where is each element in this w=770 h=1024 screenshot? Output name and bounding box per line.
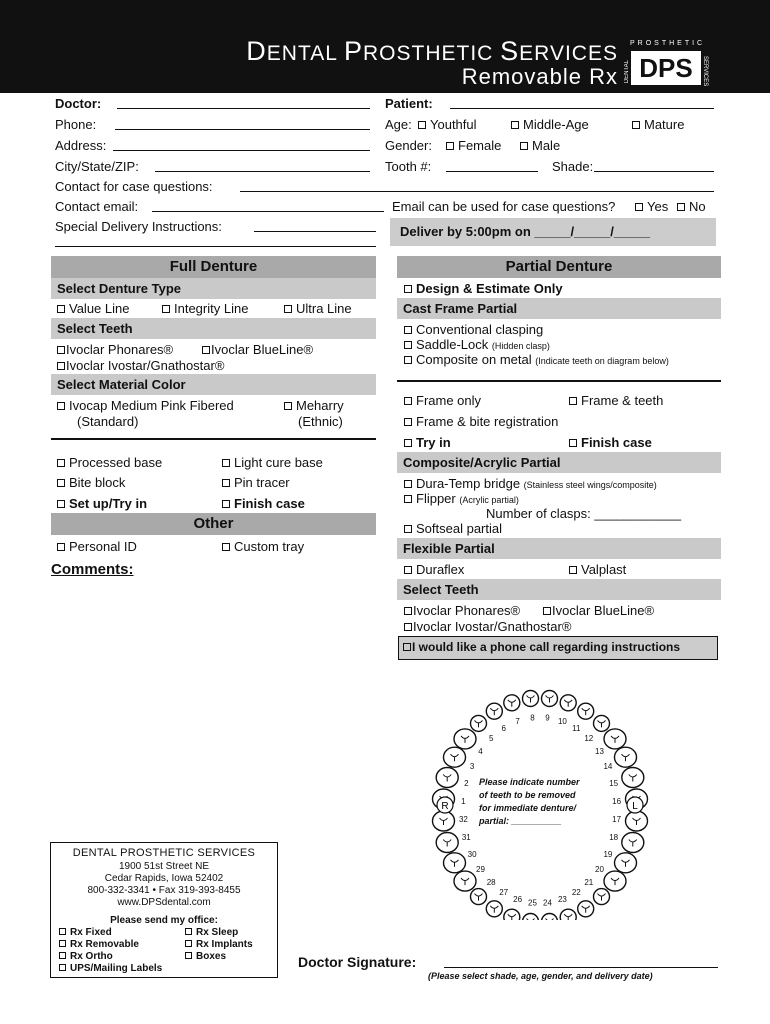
contact-questions-label: Contact for case questions: (55, 179, 213, 194)
email-yes-checkbox[interactable]: Yes (635, 199, 668, 214)
city-field[interactable] (155, 171, 370, 172)
partial-divider (397, 380, 721, 382)
special-delivery-label: Special Delivery Instructions: (55, 219, 222, 234)
partial-denture-heading: Partial Denture (397, 256, 721, 278)
ultra-line-checkbox[interactable]: Ultra Line (284, 301, 352, 316)
right-label: R (441, 801, 449, 812)
company-city: Cedar Rapids, Iowa 52402 (104, 873, 224, 884)
partial-blueline-checkbox[interactable]: Ivoclar BlueLine® (543, 603, 654, 618)
pin-tracer-checkbox[interactable]: Pin tracer (222, 475, 290, 490)
left-label: L (632, 801, 638, 812)
tooth-number-27: 27 (499, 888, 509, 897)
light-cure-checkbox[interactable]: Light cure base (222, 455, 323, 470)
tooth-number-22: 22 (571, 888, 581, 897)
patient-label: Patient: (385, 96, 433, 111)
dura-temp-checkbox[interactable]: Dura-Temp bridge (Stainless steel wings/composite) (404, 476, 657, 491)
custom-tray-checkbox[interactable]: Custom tray (222, 539, 304, 554)
rx-ortho-checkbox[interactable]: Rx Ortho (59, 951, 113, 962)
tooth-24[interactable] (542, 914, 558, 921)
tooth-number-17: 17 (612, 815, 622, 825)
tooth-label: Tooth #: (385, 159, 432, 174)
meharry-ethnic-label: (Ethnic) (298, 414, 343, 429)
tooth-number-18: 18 (609, 833, 619, 842)
composite-acrylic-heading: Composite/Acrylic Partial (397, 452, 721, 473)
company-phone: 800-332-3341 • Fax 319-393-8455 (87, 885, 241, 896)
full-blueline-checkbox[interactable]: Ivoclar BlueLine® (202, 342, 313, 357)
company-name: DENTAL PROSTHETIC SERVICES (72, 847, 256, 859)
company-street: 1900 51st Street NE (118, 861, 210, 872)
clasps-field[interactable]: Number of clasps: ____________ (486, 506, 682, 521)
integrity-line-checkbox[interactable]: Integrity Line (162, 301, 248, 316)
rx-fixed-checkbox[interactable]: Rx Fixed (59, 927, 112, 938)
saddle-lock-checkbox[interactable]: Saddle-Lock (Hidden clasp) (404, 337, 550, 352)
tooth-number-31: 31 (461, 833, 471, 842)
full-denture-heading: Full Denture (51, 256, 376, 278)
tooth-number-30: 30 (467, 849, 477, 859)
tooth-number-9: 9 (545, 713, 550, 723)
rx-sleep-checkbox[interactable]: Rx Sleep (185, 927, 238, 938)
tooth-number-28: 28 (486, 877, 496, 887)
tooth-number-3: 3 (469, 762, 475, 772)
tooth-number-15: 15 (609, 779, 619, 788)
comments-label: Comments: (51, 561, 134, 578)
shade-field[interactable] (594, 171, 714, 172)
tooth-number-26: 26 (513, 895, 523, 904)
tooth-number-7: 7 (515, 717, 520, 726)
doctor-field[interactable] (117, 108, 370, 109)
tooth-number-20: 20 (595, 865, 604, 874)
partial-finish-case-checkbox[interactable]: Finish case (569, 435, 652, 450)
city-label: City/State/ZIP: (55, 159, 139, 174)
tooth-field[interactable] (446, 171, 538, 172)
gender-female-checkbox[interactable]: Female (446, 138, 501, 153)
tooth-number-14: 14 (603, 762, 613, 772)
phone-call-checkbox[interactable]: I would like a phone call regarding instructions (398, 636, 718, 660)
special-delivery-field[interactable] (254, 231, 376, 232)
email-no-checkbox[interactable]: No (677, 199, 706, 214)
gender-label: Gender: (385, 138, 432, 153)
value-line-checkbox[interactable]: Value Line (57, 301, 129, 316)
flipper-checkbox[interactable]: Flipper (Acrylic partial) (404, 491, 519, 506)
full-phonares-checkbox[interactable]: Ivoclar Phonares® (57, 342, 173, 357)
address-label: Address: (55, 138, 107, 153)
send-label: Please send my office: (110, 915, 218, 926)
contact-email-field[interactable] (152, 211, 384, 212)
partial-select-teeth-heading: Select Teeth (397, 579, 721, 600)
doctor-label: Doctor: (55, 96, 102, 111)
frame-teeth-checkbox[interactable]: Frame & teeth (569, 393, 663, 408)
dps-address-box (50, 842, 278, 978)
duraflex-checkbox[interactable]: Duraflex (404, 562, 464, 577)
company-web: www.DPSdental.com (117, 897, 211, 908)
design-estimate-checkbox[interactable]: Design & Estimate Only (404, 281, 563, 296)
signature-note: (Please select shade, age, gender, and delivery date) (428, 971, 653, 981)
composite-metal-checkbox[interactable]: Composite on metal (Indicate teeth on diagram below) (404, 352, 669, 367)
partial-ivostar-checkbox[interactable]: Ivoclar Ivostar/Gnathostar® (404, 619, 571, 634)
age-label: Age: (385, 117, 412, 132)
tooth-number-32: 32 (458, 815, 468, 825)
tooth-number-8: 8 (530, 713, 535, 723)
tooth-number-11: 11 (572, 724, 581, 733)
ups-labels-checkbox[interactable]: UPS/Mailing Labels (59, 963, 162, 974)
personal-id-checkbox[interactable]: Personal ID (57, 539, 137, 554)
tooth-number-29: 29 (476, 865, 485, 874)
shade-label: Shade: (552, 159, 594, 174)
age-youthful-checkbox[interactable]: Youthful (418, 117, 477, 132)
tooth-25[interactable] (523, 914, 539, 921)
bite-block-checkbox[interactable]: Bite block (57, 475, 125, 490)
cast-frame-heading: Cast Frame Partial (397, 298, 721, 319)
tooth-number-5: 5 (488, 734, 494, 744)
rx-removable-checkbox[interactable]: Rx Removable (59, 939, 139, 950)
patient-field[interactable] (450, 108, 714, 109)
age-middle-checkbox[interactable]: Middle-Age (511, 117, 589, 132)
signature-label: Doctor Signature: (298, 954, 417, 970)
tooth-number-1: 1 (461, 796, 466, 806)
tooth-number-23: 23 (557, 895, 567, 904)
partial-phonares-checkbox[interactable]: Ivoclar Phonares® (404, 603, 520, 618)
tooth-number-16: 16 (612, 796, 622, 806)
softseal-checkbox[interactable]: Softseal partial (404, 521, 502, 536)
tooth-number-6: 6 (501, 724, 506, 733)
gender-male-checkbox[interactable]: Male (520, 138, 560, 153)
email-question: Email can be used for case questions? (392, 199, 616, 214)
form-title: DENTAL PROSTHETIC SERVICES (246, 36, 618, 66)
frame-bite-checkbox[interactable]: Frame & bite registration (404, 414, 558, 429)
contact-email-label: Contact email: (55, 199, 139, 214)
other-heading: Other (51, 513, 376, 535)
tooth-number-25: 25 (528, 898, 537, 908)
frame-only-checkbox[interactable]: Frame only (404, 393, 481, 408)
boxes-checkbox[interactable]: Boxes (185, 951, 226, 962)
tooth-number-21: 21 (584, 877, 594, 887)
tooth-number-4: 4 (478, 747, 483, 756)
dps-logo: PROSTHETIC DPS DENTAL SERVICES (624, 40, 708, 87)
tooth-number-2: 2 (464, 779, 469, 788)
meharry-checkbox[interactable]: Meharry (284, 398, 344, 413)
ivocap-standard-label: (Standard) (77, 414, 139, 429)
valplast-checkbox[interactable]: Valplast (569, 562, 626, 577)
tooth-number-24: 24 (543, 898, 552, 908)
phone-label: Phone: (55, 117, 97, 132)
conventional-clasping-checkbox[interactable]: Conventional clasping (404, 322, 543, 337)
setup-tryin-checkbox[interactable]: Set up/Try in (57, 496, 147, 511)
full-finish-case-checkbox[interactable]: Finish case (222, 496, 305, 511)
tooth-number-19: 19 (603, 849, 613, 859)
tooth-number-10: 10 (557, 717, 567, 726)
select-material-heading: Select Material Color (51, 374, 376, 395)
flexible-heading: Flexible Partial (397, 538, 721, 559)
phone-field[interactable] (115, 129, 370, 130)
full-select-teeth-heading: Select Teeth (51, 318, 376, 339)
immediate-denture-note[interactable]: Please indicate number of teeth to be removed for immediate denture/ partial: __________ (479, 777, 580, 826)
form-subtitle: Removable Rx (461, 64, 618, 89)
rx-implants-checkbox[interactable]: Rx Implants (185, 939, 253, 950)
special-delivery-line[interactable] (55, 246, 376, 247)
tooth-number-12: 12 (584, 734, 594, 744)
full-divider (51, 438, 376, 440)
tooth-number-13: 13 (595, 747, 604, 756)
ivocap-checkbox[interactable]: Ivocap Medium Pink Fibered (57, 398, 234, 413)
try-in-checkbox[interactable]: Try in (404, 435, 451, 450)
age-mature-checkbox[interactable]: Mature (632, 117, 684, 132)
processed-base-checkbox[interactable]: Processed base (57, 455, 162, 470)
address-field[interactable] (113, 150, 370, 151)
signature-field[interactable] (444, 967, 718, 968)
full-ivostar-checkbox[interactable]: Ivoclar Ivostar/Gnathostar® (57, 358, 224, 373)
contact-questions-field[interactable] (240, 191, 714, 192)
select-denture-type-heading: Select Denture Type (51, 278, 376, 299)
deliver-by-box[interactable]: Deliver by 5:00pm on _____/_____/_____ (390, 218, 716, 246)
